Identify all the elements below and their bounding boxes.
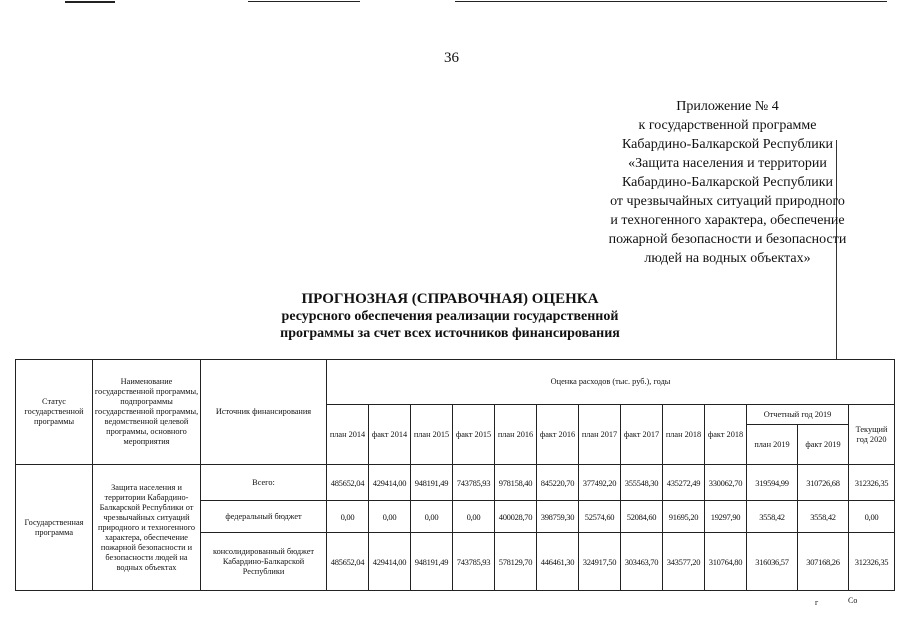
value-cell: 377492,20 <box>579 465 621 501</box>
value-cell: 948191,49 <box>411 533 453 591</box>
appendix-line: от чрезвычайных ситуаций природного <box>610 194 845 209</box>
value-cell: 578129,70 <box>495 533 537 591</box>
value-cell: 3558,42 <box>798 501 849 533</box>
header-period: факт 2014 <box>369 405 411 465</box>
appendix-line: к государственной программе <box>638 118 817 133</box>
header-period: факт 2016 <box>537 405 579 465</box>
document-title <box>200 290 700 342</box>
appendix-block <box>560 97 895 268</box>
scan-line-right <box>455 1 887 2</box>
value-cell: 19297,90 <box>705 501 747 533</box>
value-cell: 307168,26 <box>798 533 849 591</box>
value-cell: 485652,04 <box>327 465 369 501</box>
header-period: план 2014 <box>327 405 369 465</box>
header-name: Наименование государственной программы, подпрограммы государственной программы, ведомственной целевой программы, основного мероприятия <box>93 360 201 465</box>
header-source: Источник финансирования <box>201 360 327 465</box>
value-cell: 310726,68 <box>798 465 849 501</box>
appendix-line: «Защита населения и территории <box>628 156 827 171</box>
value-cell: 316036,57 <box>747 533 798 591</box>
appendix-line: людей на водных объектах» <box>644 251 811 266</box>
header-period: план 2016 <box>495 405 537 465</box>
value-cell: 355548,30 <box>621 465 663 501</box>
value-cell: 3558,42 <box>747 501 798 533</box>
footer-mark: Со <box>848 596 858 605</box>
value-cell: 324917,50 <box>579 533 621 591</box>
resource-table <box>15 359 895 591</box>
program-name-cell: Защита населения и территории Кабардино-Балкарской Республики от чрезвычайных ситуаций природного и техногенного характера, обеспечение пожарной безопасности и безопасности людей на водных объектах <box>93 465 201 591</box>
value-cell: 743785,93 <box>453 465 495 501</box>
appendix-line: и техногенного характера, обеспечение <box>610 213 845 228</box>
header-status: Статус государственной программы <box>16 360 93 465</box>
value-cell: 0,00 <box>369 501 411 533</box>
appendix-line: Приложение № 4 <box>676 99 779 114</box>
value-cell: 0,00 <box>327 501 369 533</box>
scan-line-mid <box>248 1 360 2</box>
header-period: план 2017 <box>579 405 621 465</box>
header-estimate: Оценка расходов (тыс. руб.), годы <box>327 360 895 405</box>
value-cell: 343577,20 <box>663 533 705 591</box>
value-cell: 485652,04 <box>327 533 369 591</box>
header-period: факт 2015 <box>453 405 495 465</box>
value-cell: 91695,20 <box>663 501 705 533</box>
value-cell: 435272,49 <box>663 465 705 501</box>
title-line-1: ПРОГНОЗНАЯ (СПРАВОЧНАЯ) ОЦЕНКА <box>301 291 599 307</box>
value-cell: 0,00 <box>849 501 895 533</box>
page-number: 36 <box>444 50 459 66</box>
value-cell: 312326,35 <box>849 465 895 501</box>
value-cell: 330062,70 <box>705 465 747 501</box>
value-cell: 310764,80 <box>705 533 747 591</box>
value-cell: 948191,49 <box>411 465 453 501</box>
value-cell: 845220,70 <box>537 465 579 501</box>
value-cell: 303463,70 <box>621 533 663 591</box>
header-period: факт 2018 <box>705 405 747 465</box>
header-period: факт 2017 <box>621 405 663 465</box>
source-cell: консолидированный бюджет Кабардино-Балкарской Республики <box>201 533 327 591</box>
value-cell: 52574,60 <box>579 501 621 533</box>
value-cell: 400028,70 <box>495 501 537 533</box>
header-plan-2019: план 2019 <box>747 425 798 465</box>
appendix-line: пожарной безопасности и безопасности <box>608 232 847 247</box>
header-fact-2019: факт 2019 <box>798 425 849 465</box>
value-cell: 319594,99 <box>747 465 798 501</box>
header-reporting-year: Отчетный год 2019 <box>747 405 849 425</box>
header-current-year: Текущий год 2020 <box>849 405 895 465</box>
value-cell: 52084,60 <box>621 501 663 533</box>
value-cell: 446461,30 <box>537 533 579 591</box>
header-period: план 2015 <box>411 405 453 465</box>
scan-line-left <box>65 1 115 3</box>
value-cell: 0,00 <box>453 501 495 533</box>
value-cell: 429414,00 <box>369 533 411 591</box>
value-cell: 978158,40 <box>495 465 537 501</box>
appendix-line: Кабардино-Балкарской Республики <box>622 175 833 190</box>
value-cell: 429414,00 <box>369 465 411 501</box>
status-cell: Государственная программа <box>16 465 93 591</box>
footer-mark: г <box>815 598 819 607</box>
appendix-line: Кабардино-Балкарской Республики <box>622 137 833 152</box>
value-cell: 312326,35 <box>849 533 895 591</box>
value-cell: 743785,93 <box>453 533 495 591</box>
header-period: план 2018 <box>663 405 705 465</box>
source-cell: федеральный бюджет <box>201 501 327 533</box>
source-cell: Всего: <box>201 465 327 501</box>
title-line-3: программы за счет всех источников финансирования <box>280 326 620 341</box>
title-line-2: ресурсного обеспечения реализации государственной <box>281 309 619 324</box>
value-cell: 0,00 <box>411 501 453 533</box>
value-cell: 398759,30 <box>537 501 579 533</box>
